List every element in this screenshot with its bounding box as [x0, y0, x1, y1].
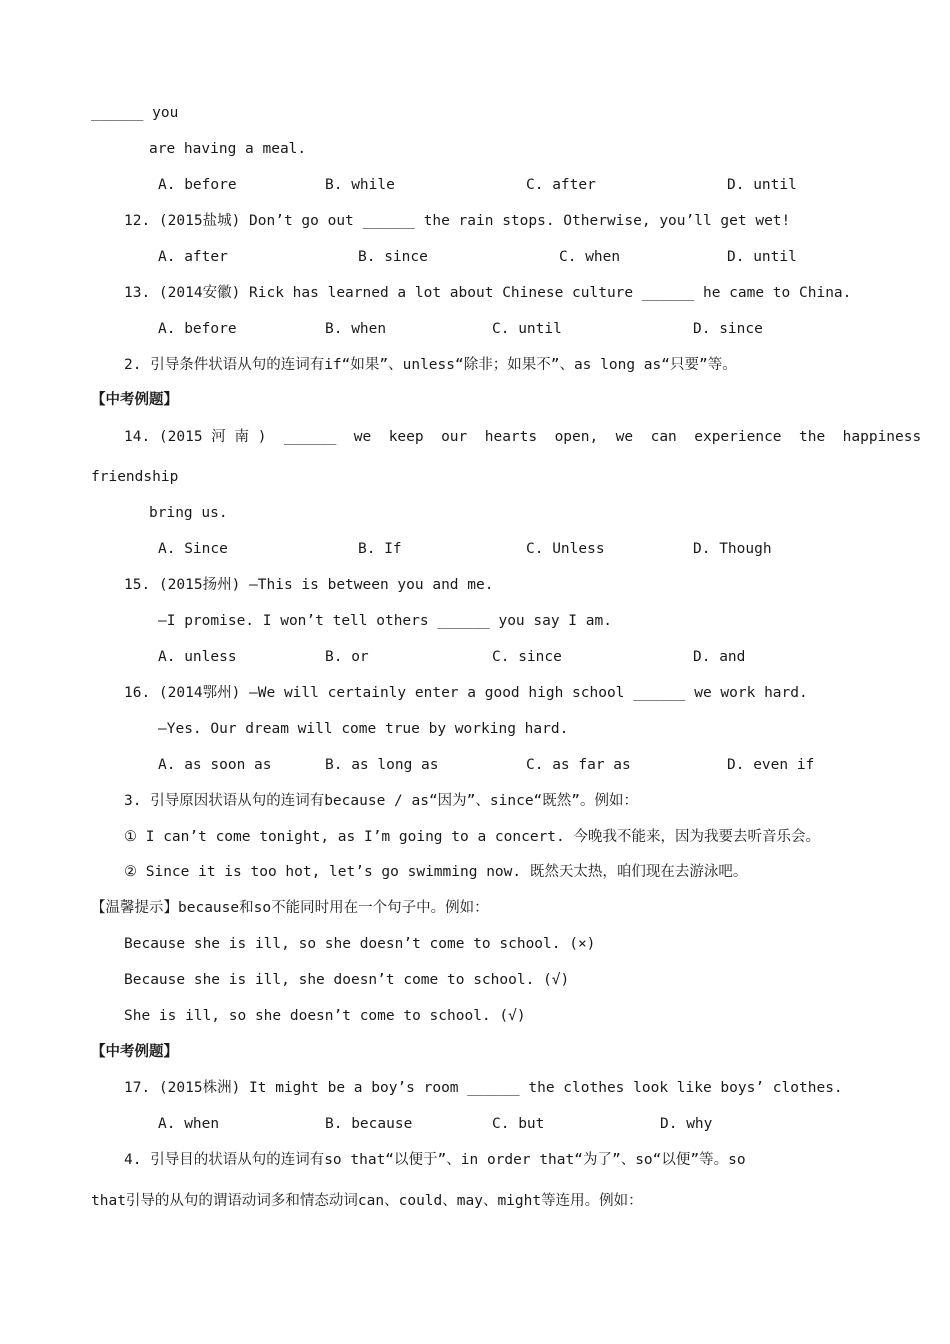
option-c: C. until — [492, 321, 562, 337]
question-16: 16. (2014鄂州) —We will certainly enter a good high school ______ we work hard. — [124, 685, 808, 701]
question-17: 17. (2015株洲) It might be a boy’s room ______ the clothes look like boys’ clothes. — [124, 1080, 843, 1096]
option-a: A. after — [158, 249, 228, 265]
option-b: B. as long as — [325, 757, 439, 773]
option-a: A. unless — [158, 649, 237, 665]
example-1: ① I can’t come tonight, as I’m going to a concert. 今晚我不能来，因为我要去听音乐会。 — [124, 829, 820, 845]
option-c: C. after — [526, 177, 596, 193]
option-b: B. or — [325, 649, 369, 665]
option-b: B. If — [358, 541, 402, 557]
tip-example-1: Because she is ill, so she doesn’t come to school. (×) — [124, 936, 596, 952]
exam-example-heading-2: 【中考例题】 — [91, 1044, 178, 1060]
option-d: D. and — [693, 649, 746, 665]
option-a: A. before — [158, 321, 237, 337]
q11-continuation-text: are having a meal. — [149, 141, 307, 157]
option-b: B. because — [325, 1116, 413, 1132]
section-4-heading: 4. 引导目的状语从句的连词有so that“以便于”、in order that“为了”、so“以便”等。so — [124, 1152, 746, 1168]
question-15-reply: —I promise. I won’t tell others ______ you say I am. — [158, 613, 612, 629]
option-c: C. when — [559, 249, 621, 265]
section-3-heading: 3. 引导原因状语从句的连词有because / as“因为”、since“既然”。例如： — [124, 793, 639, 809]
example-2: ② Since it is too hot, let’s go swimming now. 既然天太热，咱们现在去游泳吧。 — [124, 864, 748, 880]
option-b: B. since — [358, 249, 428, 265]
tip-example-2: Because she is ill, she doesn’t come to school. (√) — [124, 972, 570, 988]
question-13: 13. (2014安徽) Rick has learned a lot about Chinese culture ______ he came to China. — [124, 285, 852, 301]
question-16-reply: —Yes. Our dream will come true by working hard. — [158, 721, 569, 737]
option-b: B. while — [325, 177, 395, 193]
option-a: A. Since — [158, 541, 228, 557]
option-d: D. Though — [693, 541, 772, 557]
q11-continuation-blank: ______ you — [91, 105, 179, 121]
option-c: C. but — [492, 1116, 545, 1132]
option-d: D. until — [727, 249, 797, 265]
option-c: C. since — [492, 649, 562, 665]
option-a: A. when — [158, 1116, 220, 1132]
tip-example-3: She is ill, so she doesn’t come to school. (√) — [124, 1008, 526, 1024]
option-d: D. until — [727, 177, 797, 193]
section-2-heading: 2. 引导条件状语从句的连词有if“如果”、unless“除非；如果不”、as long as“只要”等。 — [124, 357, 737, 373]
question-12: 12. (2015盐城) Don’t go out ______ the rain stops. Otherwise, you’ll get wet! — [124, 213, 791, 229]
question-14-cont: friendship — [91, 469, 179, 485]
option-d: D. since — [693, 321, 763, 337]
question-15: 15. (2015扬州) —This is between you and me. — [124, 577, 494, 593]
tip-heading: 【温馨提示】because和so不能同时用在一个句子中。例如： — [91, 900, 489, 916]
option-c: C. as far as — [526, 757, 631, 773]
question-14-cont-2: bring us. — [149, 505, 228, 521]
section-4-cont: that引导的从句的谓语动词多和情态动词can、could、may、might等连用。例如： — [91, 1193, 643, 1209]
option-d: D. why — [660, 1116, 713, 1132]
option-a: A. before — [158, 177, 237, 193]
option-a: A. as soon as — [158, 757, 272, 773]
option-c: C. Unless — [526, 541, 605, 557]
option-d: D. even if — [727, 757, 815, 773]
exam-example-heading: 【中考例题】 — [91, 392, 178, 408]
question-14: 14. (2015 河 南 ) ______ we keep our hearts open, we can experience the happiness — [124, 429, 922, 445]
option-b: B. when — [325, 321, 387, 337]
